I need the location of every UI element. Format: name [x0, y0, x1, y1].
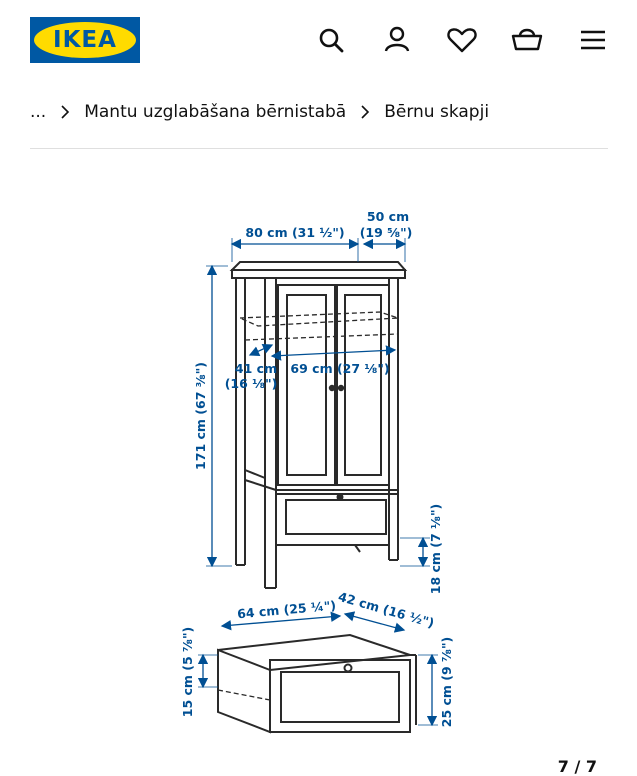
menu-icon[interactable] — [575, 22, 611, 58]
chevron-right-icon — [360, 105, 370, 119]
logo-text: IKEA — [53, 27, 117, 53]
dimension-depth-inch-label: (19 ⅝") — [359, 225, 413, 240]
breadcrumb-item-wardrobes[interactable]: Bērnu skapji — [384, 102, 490, 122]
dimension-inner-depth-inch-label: (16 ⅛") — [224, 376, 278, 391]
drawer-hidden-lines — [218, 690, 270, 700]
dimension-drawer-width-label: 64 cm (25 ¼") — [236, 597, 337, 622]
wardrobe-drawing — [232, 262, 405, 588]
breadcrumb-ellipsis[interactable]: ... — [30, 102, 47, 122]
divider — [30, 148, 608, 149]
drawer-drawing — [218, 635, 416, 732]
wardrobe-hidden-lines — [240, 312, 398, 340]
dimension-drawer-depth-label: 42 cm (16 ½") — [336, 588, 436, 631]
search-icon[interactable] — [313, 22, 349, 58]
heart-icon[interactable] — [444, 22, 480, 58]
dimension-drawer-outer-height-label: 25 cm (9 ⅞") — [439, 636, 454, 728]
dimension-inner-depth-label: 41 cm — [234, 361, 278, 376]
product-dimension-drawing[interactable] — [0, 150, 637, 768]
gallery-counter: 7 / 7 — [557, 757, 597, 776]
dimension-depth-label: 50 cm — [366, 209, 410, 224]
site-header — [0, 0, 637, 80]
basket-icon[interactable] — [509, 22, 545, 58]
dimension-leg-height-label: 18 cm (7 ⅛") — [428, 503, 443, 595]
dimension-drawer-inner-height-label: 15 cm (5 ⅞") — [180, 626, 195, 718]
ikea-logo[interactable] — [30, 17, 140, 63]
breadcrumb — [30, 98, 489, 126]
chevron-right-icon — [60, 105, 70, 119]
dimension-height-label: 171 cm (67 ⅜") — [193, 362, 208, 470]
breadcrumb-item-storage[interactable]: Mantu uzglabāšana bērnistabā — [84, 102, 347, 122]
user-icon[interactable] — [379, 22, 415, 58]
dimension-width-label: 80 cm (31 ½") — [245, 225, 345, 240]
dimension-inner-width-label: 69 cm (27 ⅛") — [290, 361, 390, 376]
